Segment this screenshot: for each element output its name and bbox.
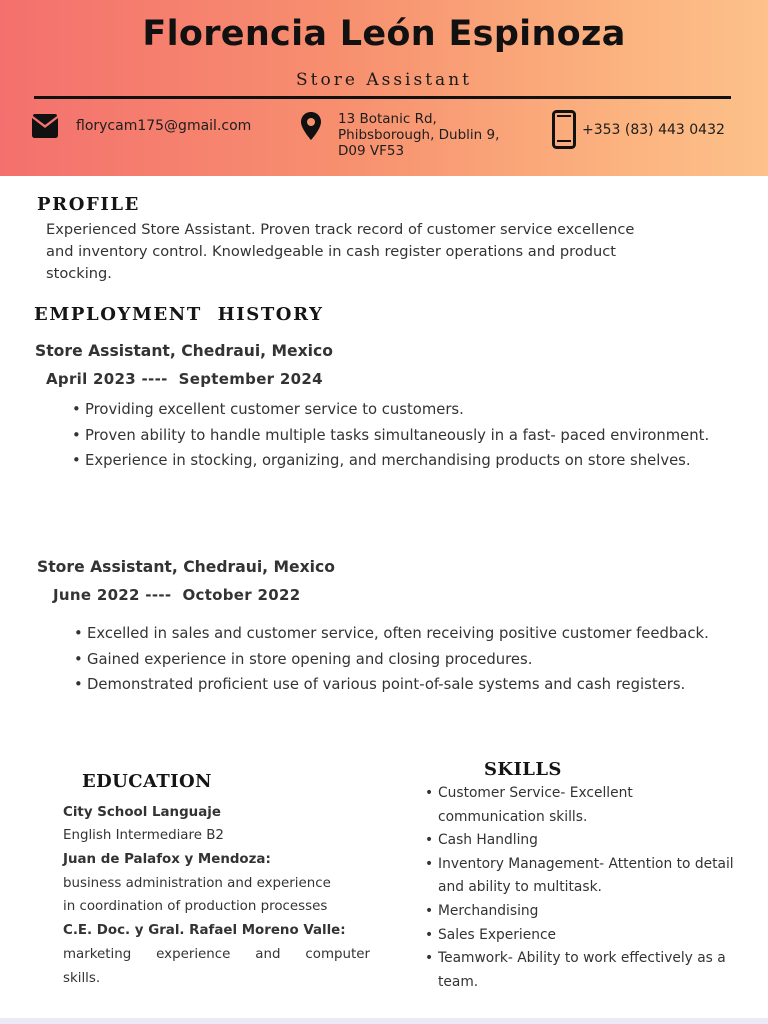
job-title: Store Assistant, Chedraui, Mexico [35, 342, 333, 360]
list-item: • Demonstrated proficient use of various point-of-sale systems and cash registers. [74, 672, 730, 698]
list-item: • Inventory Management- Attention to detail and ability to multitask. [425, 853, 743, 900]
address-line: D09 VF53 [338, 143, 405, 159]
education-heading: EDUCATION [82, 771, 212, 792]
profile-line: and inventory control. Knowledgeable in cash register operations and product [46, 243, 617, 260]
list-item: • Customer Service- Excellent communication skills. [425, 782, 743, 829]
list-item: • Cash Handling [425, 829, 743, 853]
list-item: • Providing excellent customer service to customers. [72, 397, 722, 423]
list-item: • Proven ability to handle multiple tasks simultaneously in a fast- paced environment. [72, 423, 722, 449]
list-item: • Merchandising [425, 900, 743, 924]
envelope-icon [29, 113, 61, 143]
address-line: 13 Botanic Rd, [338, 111, 437, 127]
education-line: Juan de Palafox y Mendoza: [63, 852, 271, 867]
list-item: • Teamwork- Ability to work effectively as a team. [425, 947, 743, 994]
list-item: • Sales Experience [425, 924, 743, 948]
skills-heading: SKILLS [484, 759, 562, 780]
list-item: • Gained experience in store opening and closing procedures. [74, 647, 730, 673]
job-role: Store Assistant [296, 70, 472, 90]
job-title: Store Assistant, Chedraui, Mexico [37, 558, 335, 576]
education-line: C.E. Doc. y Gral. Rafael Moreno Valle: [63, 923, 346, 938]
job-dates: April 2023 ---- September 2024 [46, 370, 323, 388]
profile-line: stocking. [46, 265, 112, 282]
education-line: English Intermediare B2 [63, 828, 224, 843]
smartphone-icon [552, 110, 576, 153]
education-line: City School Languaje [63, 805, 221, 820]
location-pin-icon [300, 111, 322, 145]
education-line: skills. [63, 971, 101, 986]
email-text[interactable]: florycam175@gmail.com [76, 118, 252, 134]
profile-heading: PROFILE [37, 194, 140, 215]
list-item: • Excelled in sales and customer service, often receiving positive customer feedback. [74, 621, 730, 647]
job-bullets [74, 621, 730, 698]
profile-line: Experienced Store Assistant. Proven track record of customer service excellence [46, 221, 635, 238]
header-divider [34, 96, 731, 99]
employment-heading: EMPLOYMENT HISTORY [34, 304, 324, 325]
phone-text[interactable]: +353 (83) 443 0432 [582, 122, 725, 138]
education-line: marketing experience and computer [63, 947, 370, 962]
list-item: • Experience in stocking, organizing, and merchandising products on store shelves. [72, 448, 722, 474]
education-line: in coordination of production processes [63, 899, 328, 914]
candidate-name: Florencia León Espinoza [142, 14, 626, 54]
job-bullets [72, 397, 722, 474]
education-line: business administration and experience [63, 876, 331, 891]
job-dates: June 2022 ---- October 2022 [53, 586, 301, 604]
page-bottom-edge [0, 1018, 768, 1024]
address-line: Phibsborough, Dublin 9, [338, 127, 500, 143]
skills-list [425, 782, 743, 994]
